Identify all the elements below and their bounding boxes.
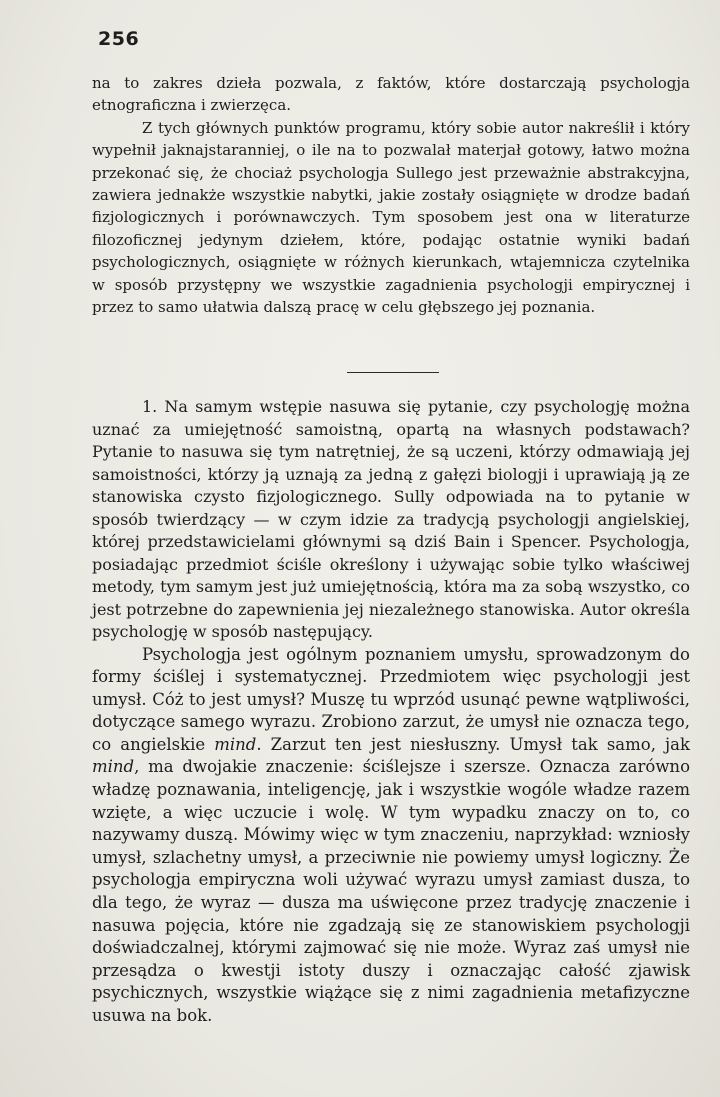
- text-section-intro: [92, 72, 690, 318]
- italic-term-mind: mind: [92, 757, 135, 777]
- paragraph-section-1-question: 1. Na samym wstępie nasuwa się pytanie, czy psychologję można uznać za umiejętność samoistną, opartą na własnych podstawach? Pytanie to nasuwa się tym natrętniej, że są uczeni, którzy odmawiają jej samoistności, którzy ją uznają za jedną z gałęzi biologji i uprawiają ją ze stanowiska czysto fizjologicznego. Sully odpowiada na to pytanie w sposób twierdzący — w czym idzie za tradycją psychologji angielskiej, której przedstawicielami głównymi są dziś Bain i Spencer. Psychologja, posiadając przedmiot ściśle określony i używając sobie tylko właściwej metody, tym samym jest już umiejętnością, która ma za sobą wszystko, co jest potrzebne do zapewnienia jej niezależnego stanowiska. Autor określa psychologję w sposób następujący.: [92, 397, 690, 641]
- paragraph-text-part: . Zarzut ten jest niesłuszny. Umysł tak samo, jak: [256, 734, 690, 754]
- paragraph-text-part: , ma dwojakie znaczenie: ściślejsze i szersze. Oznacza zarówno władzę poznawania, inteligencję, jak i wszystkie wogóle władze razem wzięte, a więc uczucie i wolę. W tym wypadku znaczy on to, co nazywamy duszą. Mówimy więc w tym znaczeniu, naprzykład: wzniosły umysł, szlachetny umysł, a przeciwnie nie powiemy umysł logiczny. Że psychologja empiryczna woli używać wyrazu umysł zamiast dusza, to dla tego, że wyraz — dusza ma uświęcone przez tradycję znaczenie i nasuwa pojęcia, które nie zgadzają się ze stanowiskiem psychologji doświadczalnej, którymi zajmować się nie może. Wyraz zaś umysł nie przesądza o kwestji istoty duszy i oznaczając całość zjawisk psychicznych, wszystkie wiążące się z nimi zagadnienia metafizyczne usuwa na bok.: [92, 757, 690, 1025]
- paragraph-program-summary: Z tych głównych punktów programu, który sobie autor nakreślił i który wypełnił jaknajstaranniej, o ile na to pozwalał materjał gotowy, łatwo można przekonać się, że chociaż psychologja Sullego jest przeważnie abstrakcyjna, zawiera jednakże wszystkie nabytki, jakie zostały osiągnięte w drodze badań fizjologicznych i porównawczych. Tym sposobem jest ona w literaturze filozoficznej jedynym dziełem, które, podając ostatnie wyniki badań psychologicznych, osiągnięte w różnych kierunkach, wtajemnicza czytelnika w sposób przystępny we wszystkie zagadnienia psychologji empirycznej i przez to samo ułatwia dalszą pracę w celu głębszego jej poznania.: [92, 118, 690, 317]
- italic-term-mind: mind: [214, 734, 257, 754]
- paragraph-definition-of-mind: [92, 644, 690, 1028]
- paragraph-continued: na to zakres dzieła pozwala, z faktów, które dostarczają psychologja etnograficzna i zwierzęca.: [92, 74, 690, 115]
- page-number: 256: [98, 28, 140, 50]
- paragraph-text-part: Psychologja jest ogólnym poznaniem umysłu, sprowadzonym do formy ściślej i systematycznej. Przedmiotem więc psychologji jest umysł. Cóż to jest umysł? Muszę tu wprzód usunąć pewne wątpliwości, dotyczące samego wyrazu. Zrobiono zarzut, że umysł nie oznacza tego, co angielskie: [92, 644, 690, 754]
- section-divider: [347, 372, 439, 373]
- text-section-1: [92, 396, 690, 1028]
